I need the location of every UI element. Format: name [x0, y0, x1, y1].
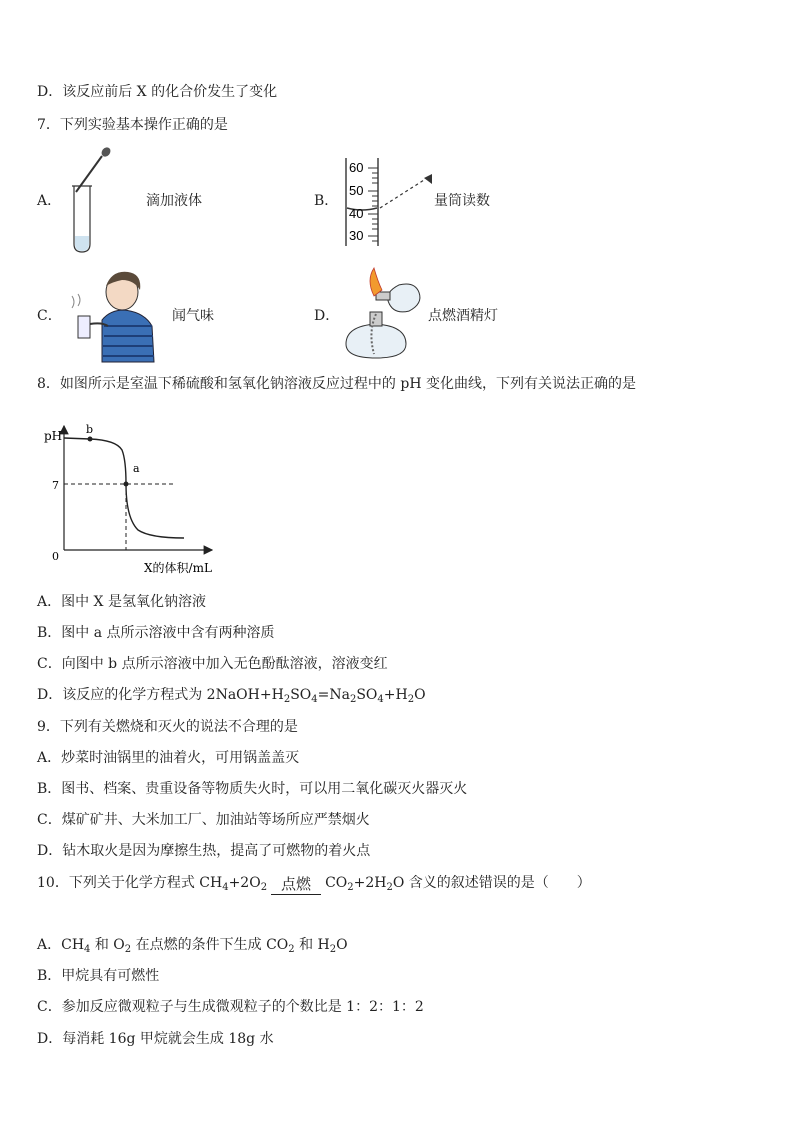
q7-b-caption: 量筒读数	[434, 193, 490, 209]
q7-b-label: B．	[314, 193, 339, 209]
x-axis-label: X的体积/mL	[144, 561, 212, 575]
q10-option-a: A．$CH_4$ 和 $O_2$ 在点燃的条件下生成 $CO_2$ 和 $H_2O$	[37, 937, 348, 955]
point-a	[124, 482, 129, 487]
q6-option-d: D．该反应前后 X 的化合价发生了变化	[37, 84, 278, 100]
q7-c-caption: 闻气味	[172, 308, 214, 324]
point-a-label: a	[133, 462, 140, 475]
q10-option-d: D．每消耗 16g 甲烷就会生成 18g 水	[37, 1031, 274, 1047]
q7-d-label: D．	[314, 308, 340, 324]
eye-icon	[424, 174, 432, 184]
tick-label-60: 60	[349, 160, 364, 175]
q8-option-a: A．图中 X 是氢氧化钠溶液	[37, 594, 206, 610]
point-b-label: b	[86, 423, 94, 436]
q8-option-d: D．该反应的化学方程式为 $2NaOH+H_2SO_4=Na_2SO_4+H_2O$	[37, 687, 426, 705]
q9-option-d: D．钻木取火是因为摩擦生热，提高了可燃物的着火点	[37, 843, 371, 859]
tick-label-40: 40	[349, 206, 364, 221]
y-axis-label: pH	[44, 429, 63, 443]
point-b	[88, 437, 93, 442]
q7-stem: 7．下列实验基本操作正确的是	[37, 117, 228, 133]
q7-a-label: A．	[37, 193, 62, 209]
q10-stem: 10．下列关于化学方程式 $CH_4+2O_2$ 点燃 $CO_2+2H_2O$ 含义的叙述错误的是（ ）	[37, 875, 591, 893]
origin-label: 0	[52, 550, 59, 563]
tick-label-50: 50	[349, 183, 364, 198]
q9-stem: 9．下列有关燃烧和灭火的说法不合理的是	[37, 719, 298, 735]
q8-stem: 8．如图所示是室温下稀硫酸和氢氧化钠溶液反应过程中的 pH 变化曲线，下列有关说法正确的是	[37, 376, 636, 392]
q9-option-c: C．煤矿矿井、大米加工厂、加油站等场所应严禁烟火	[37, 812, 370, 828]
q10-option-c: C．参加反应微观粒子与生成微观粒子的个数比是 1：2：1：2	[37, 999, 424, 1015]
tick-label-30: 30	[349, 228, 364, 243]
q7-a-caption: 滴加液体	[146, 193, 202, 209]
q7-c-label: C．	[37, 308, 62, 324]
q9-option-b: B．图书、档案、贵重设备等物质失火时，可以用二氧化碳灭火器灭火	[37, 781, 468, 797]
seven-tick-label: 7	[52, 479, 59, 492]
q7-d-caption: 点燃酒精灯	[428, 308, 498, 324]
smelling-person-figure	[62, 262, 166, 366]
ph-curve	[64, 438, 184, 538]
alcohol-lamp-figure	[338, 262, 428, 362]
graduated-cylinder-figure	[340, 154, 440, 248]
reaction-condition: 点燃	[271, 875, 321, 895]
q8-option-b: B．图中 a 点所示溶液中含有两种溶质	[37, 625, 275, 641]
q10-option-b: B．甲烷具有可燃性	[37, 968, 160, 984]
q8-option-c: C．向图中 b 点所示溶液中加入无色酚酞溶液，溶液变红	[37, 656, 388, 672]
q9-option-a: A．炒菜时油锅里的油着火，可用锅盖盖灭	[37, 750, 300, 766]
ph-curve-graph	[42, 420, 232, 580]
dropper-test-tube-figure	[62, 146, 118, 258]
